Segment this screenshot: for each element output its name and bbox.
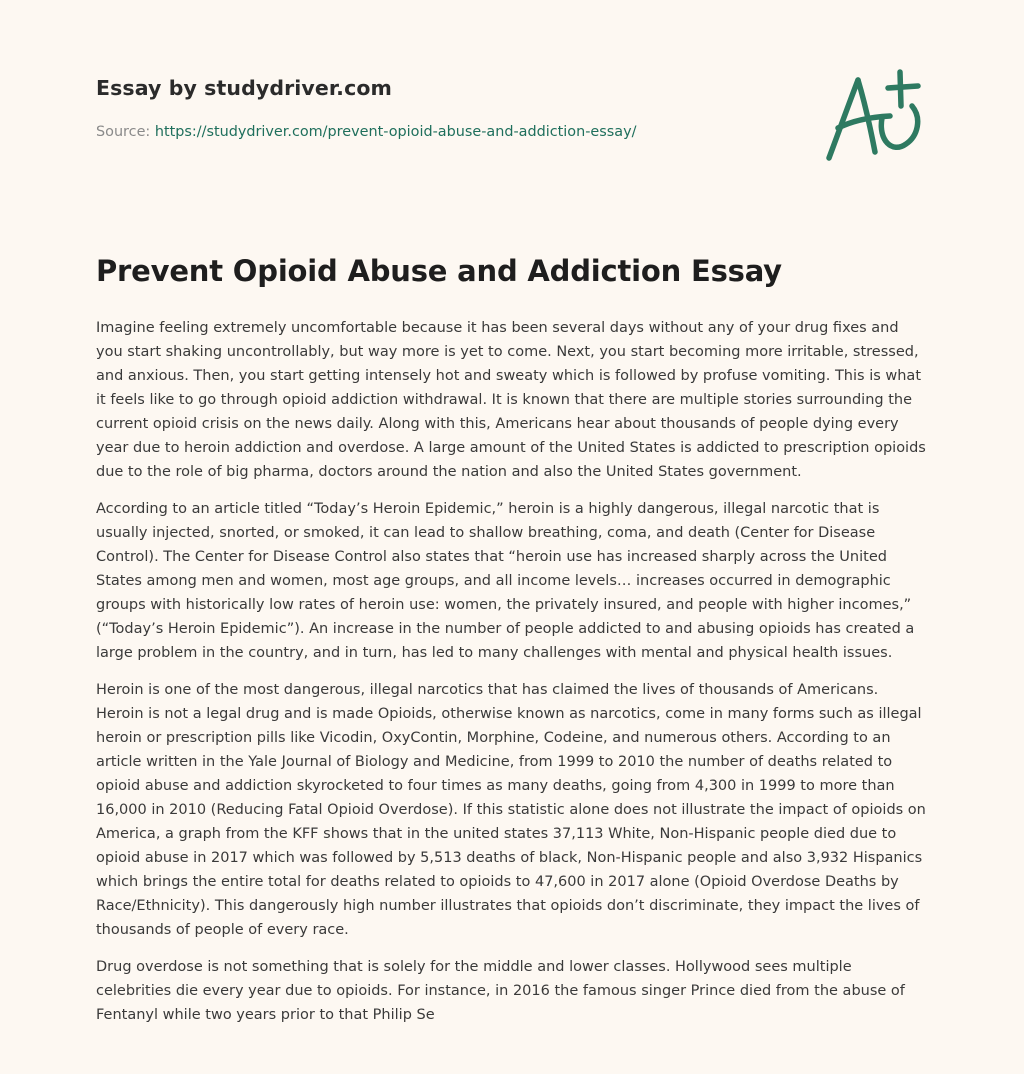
site-title: Essay by studydriver.com (96, 76, 392, 100)
essay-paragraph: Imagine feeling extremely uncomfortable because it has been several days without any of your drug fixes and you start shaking uncontrollably, but way more is yet to come. Next, you start becoming more irritable, stressed, and anxious. Then, you start getting intensely hot and sweaty which is followed by profuse vomiting. This is what it feels like to go through opioid addiction withdrawal. It is known that there are multiple stories surrounding the current opioid crisis on the news daily. Along with this, Americans hear about thousands of people dying every year due to heroin addiction and overdose. A large amount of the United States is addicted to prescription opioids due to the role of big pharma, doctors around the nation and also the United States government. (96, 320, 926, 480)
essay-paragraph: According to an article titled “Today’s Heroin Epidemic,” heroin is a highly dangerous, illegal narcotic that is usually injected, snorted, or smoked, it can lead to shallow breathing, coma, and death (Center for Disease Control). The Center for Disease Control also states that “heroin use has increased sharply across the United States among men and women, most age groups, and all income levels… increases occurred in demographic groups with historically low rates of heroin use: women, the privately insured, and people with higher incomes,” (“Today’s Heroin Epidemic”). An increase in the number of people addicted to and abusing opioids has created a large problem in the country, and in turn, has led to many challenges with mental and physical health issues. (96, 501, 915, 661)
source-line (96, 124, 636, 140)
source-link[interactable]: https://studydriver.com/prevent-opioid-abuse-and-addiction-essay/ (154, 124, 637, 140)
essay-paragraph: Drug overdose is not something that is solely for the middle and lower classes. Hollywood sees multiple celebrities die every year due to opioids. For instance, in 2016 the famous singer Prince died from the abuse of Fentanyl while two years prior to that Philip Se (96, 959, 905, 1023)
essay-title: Prevent Opioid Abuse and Addiction Essay (96, 254, 782, 288)
essay-paragraph: Heroin is one of the most dangerous, illegal narcotics that has claimed the lives of thousands of Americans. Heroin is not a legal drug and is made Opioids, otherwise known as narcotics, come in many forms such as illegal heroin or prescription pills like Vicodin, OxyContin, Morphine, Codeine, and numerous others. According to an article written in the Yale Journal of Biology and Medicine, from 1999 to 2010 the number of deaths related to opioid abuse and addiction skyrocketed to four times as many deaths, going from 4,300 in 1999 to more than 16,000 in 2010 (Reducing Fatal Opioid Overdose). If this statistic alone does not illustrate the impact of opioids on America, a graph from the KFF shows that in the united states 37,113 White, Non-Hispanic people died due to opioid abuse in 2017 which was followed by 5,513 deaths of black, Non-Hispanic people and also 3,932 Hispanics which brings the entire total for deaths related to opioids to 47,600 in 2017 alone (Opioid Overdose Deaths by Race/Ethnicity). This dangerously high number illustrates that opioids don’t discriminate, they impact the lives of thousands of people of every race. (96, 682, 926, 938)
essay-body (96, 316, 928, 1040)
a-plus-logo-icon (818, 66, 930, 166)
source-label: Source: (96, 124, 151, 140)
